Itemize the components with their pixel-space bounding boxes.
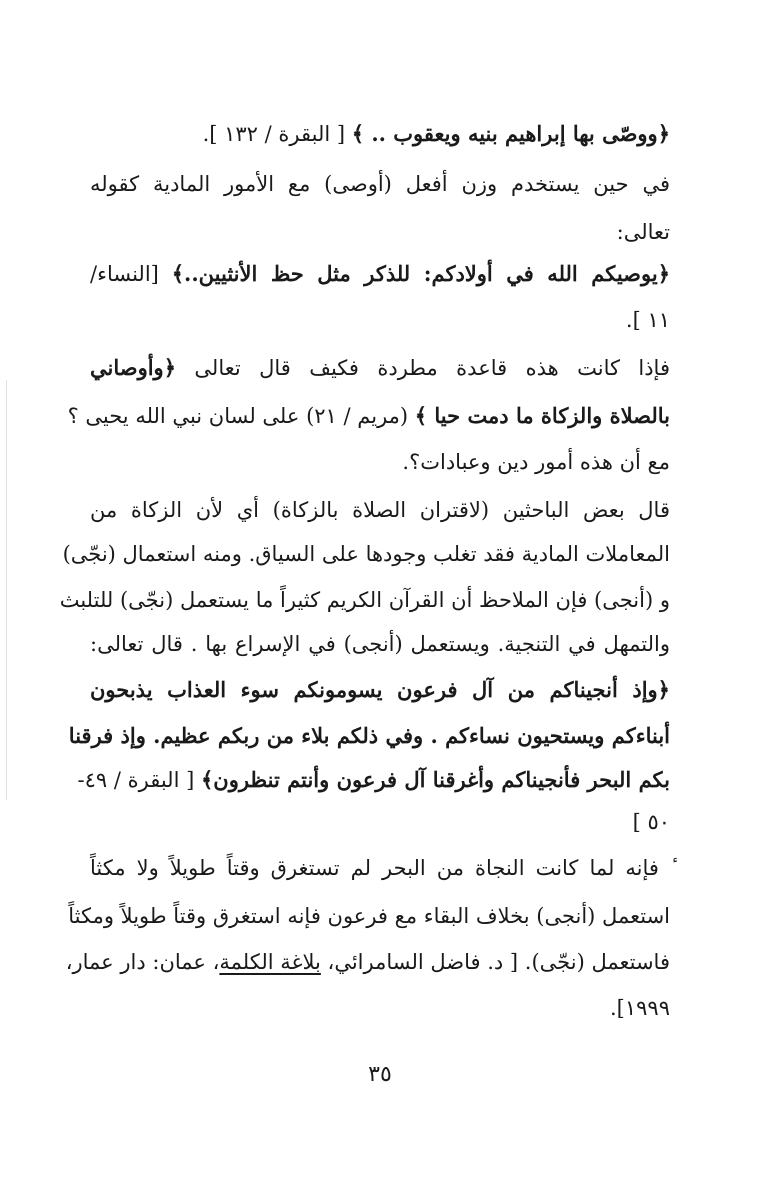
- text-line: [67, 394, 670, 438]
- text-line: [68, 894, 670, 938]
- page-edge-shadow: [6, 380, 7, 800]
- text-line: [90, 162, 670, 206]
- text-span: تعالى:: [616, 220, 670, 244]
- text-span: ١١ ].: [625, 308, 670, 332]
- text-line: [62, 532, 670, 576]
- text-line: [90, 622, 670, 666]
- text-line: [90, 346, 670, 390]
- text-line: [90, 112, 670, 156]
- text-span: [ البقرة / ٤٩-: [77, 768, 201, 792]
- book-title: بلاغة الكلمة: [219, 950, 321, 974]
- text-line: [90, 210, 670, 254]
- quran-quote: ﴿ووصّى بها إبراهيم بنيه ويعقوب .. ﴾: [351, 121, 670, 146]
- text-line: [65, 940, 670, 984]
- text-span: قال بعض الباحثين (لاقتران الصلاة بالزكاة) أي لأن الزكاة من: [90, 498, 670, 522]
- text-span: المعاملات المادية فقد تغلب وجودها على السياق. ومنه استعمال (نجّى): [62, 542, 670, 566]
- page-number: ٣٥: [368, 1062, 392, 1087]
- text-span: [النساء/: [90, 262, 172, 286]
- text-line: [90, 252, 670, 296]
- text-span: في حين يستخدم وزن أفعل (أوصى) مع الأمور المادية كقوله: [90, 172, 670, 196]
- text-span: والتمهل في التنجية. ويستعمل (أنجى) في الإسراع بها . قال تعالى:: [90, 632, 670, 656]
- text-line: [90, 986, 670, 1030]
- text-span: (مريم / ٢١) على لسان نبي الله يحيى ؟: [67, 404, 415, 428]
- text-line: [90, 800, 670, 844]
- quran-quote: بكم البحر فأنجيناكم وأغرقنا آل فرعون وأنتم تنظرون﴾: [200, 767, 670, 792]
- text-line: [90, 440, 670, 484]
- text-span: [ البقرة / ١٣٢ ].: [202, 122, 352, 146]
- text-span: ٥٠ ]: [632, 810, 670, 834]
- text-span: ١٩٩٩].: [610, 996, 670, 1020]
- text-line: [68, 714, 670, 758]
- text-span: ، عمان: دار عمار،: [65, 950, 220, 974]
- text-line: [90, 846, 670, 890]
- quran-quote: ﴿وأوصاني: [90, 355, 176, 380]
- text-line: [77, 758, 670, 802]
- text-line: [59, 578, 670, 622]
- quran-quote: ﴿يوصيكم الله في أولادكم: للذكر مثل حظ الأنثيين..﴾: [171, 261, 671, 286]
- quran-quote: أبناءكم ويستحيون نساءكم . وفي ذلكم بلاء من ربكم عظيم. وإذ فرقنا: [68, 723, 670, 748]
- text-span: مع أن هذه أمور دين وعبادات؟.: [402, 450, 670, 474]
- text-span: فإذا كانت هذه قاعدة مطردة فكيف قال تعالى: [176, 356, 670, 380]
- text-span: ٔ فإنه لما كانت النجاة من البحر لم تستغرق وقتاً طويلاً ولا مكثاً: [90, 856, 670, 880]
- text-span: فاستعمل (نجّى). [ د. فاضل السامرائي،: [320, 950, 670, 974]
- text-line: [90, 298, 670, 342]
- text-span: و (أنجى) فإن الملاحظ أن القرآن الكريم كثيراً ما يستعمل (نجّى) للتلبث: [59, 588, 670, 612]
- quran-quote: ﴿وإذ أنجيناكم من آل فرعون يسومونكم سوء العذاب يذبحون: [90, 677, 670, 702]
- text-span: استعمل (أنجى) بخلاف البقاء مع فرعون فإنه استغرق وقتاً طويلاً ومكثاً: [68, 904, 670, 928]
- quran-quote: بالصلاة والزكاة ما دمت حيا ﴾: [414, 403, 670, 428]
- text-line: [90, 668, 670, 712]
- text-line: [90, 488, 670, 532]
